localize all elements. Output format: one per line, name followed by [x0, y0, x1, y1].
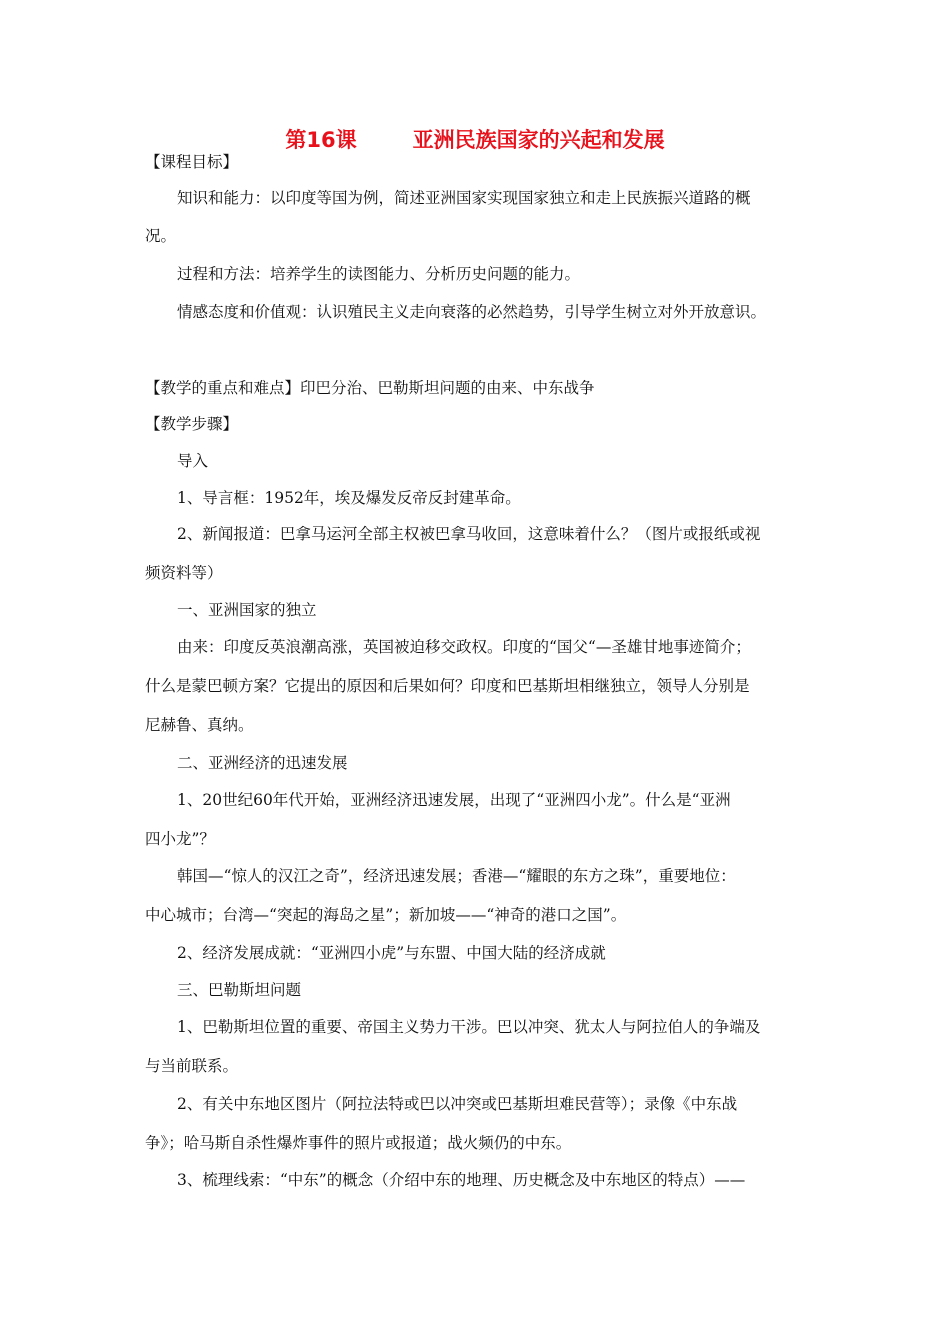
paragraph-line: 频资料等）	[145, 564, 223, 582]
paragraph-line: 尼赫鲁、真纳。	[145, 716, 254, 734]
lesson-title	[0, 124, 950, 154]
paragraph-line: 情感态度和价值观：认识殖民主义走向衰落的必然趋势，引导学生树立对外开放意识。	[177, 303, 767, 321]
paragraph-line: 争》；哈马斯自杀性爆炸事件的照片或报道；战火频仍的中东。	[145, 1134, 572, 1152]
paragraph-line: 什么是蒙巴顿方案？它提出的原因和后果如何？印度和巴基斯坦相继独立，领导人分别是	[145, 677, 750, 695]
paragraph-line: 四小龙”？	[145, 830, 215, 848]
paragraph-line: 与当前联系。	[145, 1057, 239, 1075]
section-heading-steps: 【教学步骤】	[145, 415, 239, 433]
subsection-heading: 一、亚洲国家的独立	[177, 601, 317, 619]
subsection-heading: 二、亚洲经济的迅速发展	[177, 754, 348, 772]
paragraph-line: 况。	[145, 227, 177, 245]
paragraph-line: 3、梳理线索：“中东”的概念（介绍中东的地理、历史概念及中东地区的特点）——	[177, 1171, 746, 1189]
paragraph-line: 2、新闻报道：巴拿马运河全部主权被巴拿马收回，这意味着什么？（图片或报纸或视	[177, 525, 761, 543]
paragraph-line: 韩国—“惊人的汉江之奇”，经济迅速发展；香港—“耀眼的东方之珠”，重要地位：	[177, 867, 736, 885]
paragraph-line: 由来：印度反英浪潮高涨，英国被迫移交政权。印度的“国父“—圣雄甘地事迹简介；	[177, 638, 751, 656]
paragraph-line: 2、有关中东地区图片（阿拉法特或巴以冲突或巴基斯坦难民营等）；录像《中东战	[177, 1095, 738, 1113]
section-heading-objectives: 【课程目标】	[145, 153, 239, 171]
paragraph-line: 1、导言框：1952年，埃及爆发反帝反封建革命。	[177, 489, 521, 507]
lesson-name: 亚洲民族国家的兴起和发展	[412, 128, 665, 152]
paragraph-line: 中心城市；台湾—“突起的海岛之星”；新加坡——“神奇的港口之国”。	[145, 906, 627, 924]
paragraph-line: 导入	[177, 452, 209, 470]
paragraph-line: 过程和方法：培养学生的读图能力、分析历史问题的能力。	[177, 265, 581, 283]
paragraph-line: 1、巴勒斯坦位置的重要、帝国主义势力干涉。巴以冲突、犹太人与阿拉伯人的争端及	[177, 1018, 761, 1036]
paragraph-line: 1、20世纪60年代开始，亚洲经济迅速发展，出现了“亚洲四小龙”。什么是“亚洲	[177, 791, 731, 809]
paragraph-line: 2、经济发展成就：“亚洲四小虎”与东盟、中国大陆的经济成就	[177, 944, 606, 962]
lesson-number: 第16课	[285, 128, 357, 152]
section-heading-key-points: 【教学的重点和难点】印巴分治、巴勒斯坦问题的由来、中东战争	[145, 379, 595, 397]
subsection-heading: 三、巴勒斯坦问题	[177, 981, 302, 999]
paragraph-line: 知识和能力：以印度等国为例，简述亚洲国家实现国家独立和走上民族振兴道路的概	[177, 189, 751, 207]
